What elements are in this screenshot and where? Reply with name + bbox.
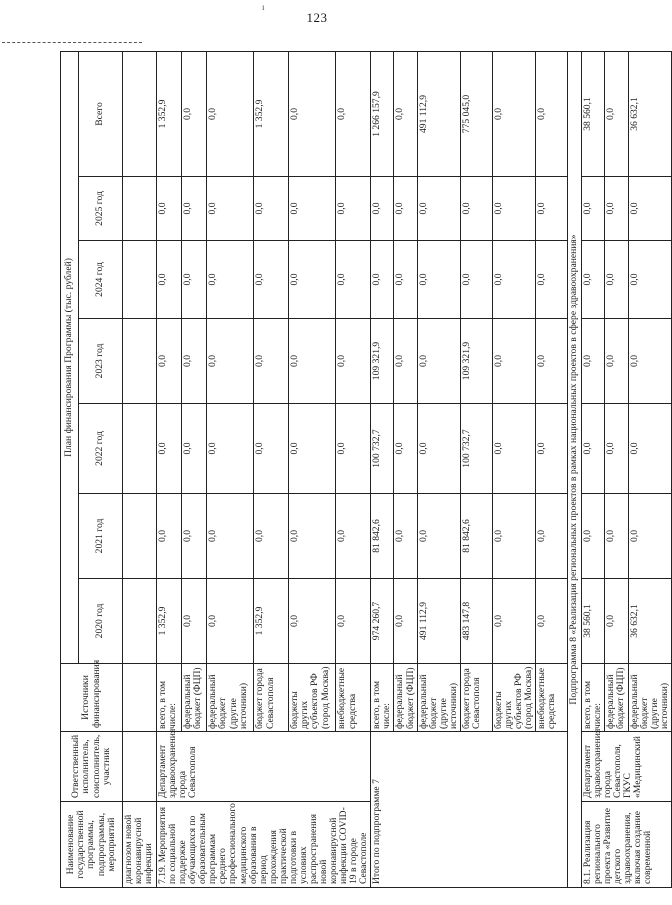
value-cell: 36 632,1	[629, 51, 672, 176]
value-cell: 0,0	[157, 177, 182, 241]
source-cell: всего, в том числе:	[157, 664, 182, 732]
value-cell: 0,0	[207, 579, 254, 664]
value-cell: 0,0	[289, 319, 336, 404]
value-cell: 0,0	[182, 579, 207, 664]
value-cell: 0,0	[417, 241, 460, 319]
value-cell: 0,0	[157, 404, 182, 494]
row-name: Итого по подпрограмме 7	[371, 732, 568, 888]
value-cell: 483 147,8	[460, 579, 492, 664]
value-cell: 0,0	[536, 241, 568, 319]
value-cell: 0,0	[417, 494, 460, 579]
value-cell: 36 632,1	[629, 579, 672, 664]
value-cell: 0,0	[254, 319, 289, 404]
value-cell: 1 352,9	[157, 51, 182, 176]
page-number: 123	[306, 10, 328, 25]
measure-7-19-group	[157, 51, 371, 887]
value-cell: 0,0	[157, 241, 182, 319]
value-cell: 1 352,9	[254, 579, 289, 664]
value-cell: 0,0	[582, 241, 605, 319]
value-cell: 0,0	[605, 241, 629, 319]
source-cell: бюджет города Севастополя	[254, 664, 289, 732]
value-cell: 0,0	[492, 494, 535, 579]
header-responsible: Ответственный исполнитель, соисполнитель, участник	[61, 732, 123, 802]
value-cell: 0,0	[394, 404, 417, 494]
value-cell: 0,0	[207, 404, 254, 494]
value-cell: 0,0	[207, 177, 254, 241]
value-cell: 0,0	[207, 51, 254, 176]
value-cell: 0,0	[492, 404, 535, 494]
value-cell: 0,0	[336, 241, 371, 319]
value-cell: 0,0	[254, 241, 289, 319]
scan-tick-mark: ı	[262, 2, 265, 12]
header-plan: План финансирования Программы (тыс. рублей)	[61, 51, 79, 663]
value-cell: 0,0	[582, 494, 605, 579]
source-cell: бюджеты других субъектов РФ (город Москва)	[492, 664, 535, 732]
value-cell: 0,0	[254, 494, 289, 579]
value-cell: 0,0	[605, 51, 629, 176]
value-cell: 974 260,7	[371, 579, 394, 664]
source-cell: бюджет города Севастополя	[460, 664, 492, 732]
value-cell: 0,0	[629, 319, 672, 404]
value-cell: 0,0	[182, 319, 207, 404]
value-cell: 0,0	[207, 241, 254, 319]
header-year-2023: 2023 год	[79, 319, 123, 404]
measure-8-1-group	[582, 51, 672, 887]
header-year-2020: 2020 год	[79, 579, 123, 664]
source-cell: федеральный бюджет (другие источники)	[207, 664, 254, 732]
value-cell: 0,0	[629, 177, 672, 241]
value-cell: 0,0	[289, 177, 336, 241]
value-cell: 0,0	[336, 404, 371, 494]
value-cell: 0,0	[394, 177, 417, 241]
value-cell: 0,0	[157, 494, 182, 579]
value-cell: 109 321,9	[371, 319, 394, 404]
value-cell: 0,0	[417, 319, 460, 404]
value-cell: 0,0	[492, 579, 535, 664]
value-cell: 0,0	[629, 241, 672, 319]
scan-dash-mark	[2, 42, 142, 43]
value-cell: 1 352,9	[254, 51, 289, 176]
header-total: Всего	[79, 51, 123, 176]
value-cell: 100 732,7	[460, 404, 492, 494]
value-cell: 0,0	[536, 319, 568, 404]
value-cell: 0,0	[536, 494, 568, 579]
value-cell: 0,0	[605, 494, 629, 579]
value-cell: 0,0	[605, 579, 629, 664]
value-cell: 0,0	[492, 177, 535, 241]
total-7-group	[371, 51, 568, 887]
value-cell: 0,0	[336, 51, 371, 176]
value-cell: 491 112,9	[417, 579, 460, 664]
value-cell: 0,0	[254, 177, 289, 241]
value-cell: 100 732,7	[371, 404, 394, 494]
continuation-name: диагнозом новой коронавирусной инфекции	[123, 802, 157, 888]
financing-table	[60, 51, 672, 888]
value-cell: 0,0	[582, 404, 605, 494]
row-name: 7.19. Мероприятия по социальной поддержке обучающихся по образовательным программам среднего профессионального медицинского образования в период прохождения практической подготовки в условиях распространения новой коронавирусной инфекции COVID-19 в городе Севастополе	[157, 802, 371, 888]
header-name: Наименование государственной программы, подпрограммы, мероприятий	[61, 802, 123, 888]
value-cell: 0,0	[182, 241, 207, 319]
row-responsible: Департамент здравоохранения города Севастополя	[157, 732, 371, 802]
source-cell: всего, в том числе:	[371, 664, 394, 732]
table-row	[582, 51, 605, 887]
value-cell: 0,0	[289, 494, 336, 579]
value-cell: 0,0	[536, 404, 568, 494]
source-cell: федеральный бюджет (другие источники)	[417, 664, 460, 732]
value-cell: 38 560,1	[582, 51, 605, 176]
value-cell: 38 560,1	[582, 579, 605, 664]
value-cell: 109 321,9	[460, 319, 492, 404]
header-year-2025: 2025 год	[79, 177, 123, 241]
value-cell: 0,0	[394, 51, 417, 176]
value-cell: 0,0	[289, 579, 336, 664]
value-cell: 0,0	[417, 404, 460, 494]
source-cell: бюджеты других субъектов РФ (город Москва)	[289, 664, 336, 732]
value-cell: 0,0	[536, 51, 568, 176]
value-cell: 0,0	[460, 241, 492, 319]
value-cell: 0,0	[460, 177, 492, 241]
value-cell: 0,0	[182, 494, 207, 579]
value-cell: 0,0	[492, 241, 535, 319]
row-responsible: Департамент здравоохранения города Севастополя, ГКУС «Медицинский	[582, 732, 672, 802]
source-cell: федеральный бюджет (ФЦП)	[605, 664, 629, 732]
value-cell: 0,0	[182, 404, 207, 494]
value-cell: 0,0	[207, 494, 254, 579]
value-cell: 0,0	[629, 404, 672, 494]
value-cell: 775 045,0	[460, 51, 492, 176]
value-cell: 0,0	[492, 319, 535, 404]
value-cell: 0,0	[336, 177, 371, 241]
value-cell: 491 112,9	[417, 51, 460, 176]
value-cell: 0,0	[207, 319, 254, 404]
value-cell: 0,0	[394, 579, 417, 664]
value-cell: 0,0	[336, 319, 371, 404]
value-cell: 0,0	[371, 241, 394, 319]
source-cell: внебюджетные средства	[336, 664, 371, 732]
table-row	[371, 51, 394, 887]
value-cell: 81 842,6	[371, 494, 394, 579]
value-cell: 0,0	[336, 494, 371, 579]
header-year-2024: 2024 год	[79, 241, 123, 319]
header-year-2021: 2021 год	[79, 494, 123, 579]
source-cell: федеральный бюджет (ФЦП)	[394, 664, 417, 732]
financing-table-sheet	[60, 52, 671, 888]
value-cell: 0,0	[254, 404, 289, 494]
value-cell: 0,0	[289, 241, 336, 319]
value-cell: 0,0	[182, 177, 207, 241]
value-cell: 0,0	[182, 51, 207, 176]
value-cell: 0,0	[536, 579, 568, 664]
value-cell: 0,0	[336, 579, 371, 664]
value-cell: 1 266 157,9	[371, 51, 394, 176]
value-cell: 0,0	[536, 177, 568, 241]
subprogram-8-title: Подпрограмма 8 «Реализация региональных проектов в рамках национальных проектов в сфере здравоохранения»	[568, 51, 582, 887]
value-cell: 0,0	[492, 51, 535, 176]
header-sources: Источники финансирования	[61, 664, 123, 732]
value-cell: 0,0	[289, 51, 336, 176]
value-cell: 0,0	[394, 494, 417, 579]
value-cell: 0,0	[605, 404, 629, 494]
value-cell: 0,0	[394, 319, 417, 404]
table-row	[157, 51, 182, 887]
value-cell: 0,0	[417, 177, 460, 241]
value-cell: 81 842,6	[460, 494, 492, 579]
value-cell: 0,0	[371, 177, 394, 241]
header-year-2022: 2022 год	[79, 404, 123, 494]
value-cell: 0,0	[605, 319, 629, 404]
source-cell: всего, в том числе:	[582, 664, 605, 732]
source-cell: федеральный бюджет (ФЦП)	[182, 664, 207, 732]
value-cell: 0,0	[629, 494, 672, 579]
source-cell: внебюджетные средства	[536, 664, 568, 732]
value-cell: 0,0	[605, 177, 629, 241]
value-cell: 1 352,9	[157, 579, 182, 664]
value-cell: 0,0	[157, 319, 182, 404]
source-cell: федеральный бюджет (другие источники)	[629, 664, 672, 732]
value-cell: 0,0	[582, 177, 605, 241]
row-name: 8.1. Реализация регионального проекта «Развитие детского здравоохранения, включая создание современной	[582, 802, 672, 888]
value-cell: 0,0	[582, 319, 605, 404]
value-cell: 0,0	[394, 241, 417, 319]
value-cell: 0,0	[289, 404, 336, 494]
